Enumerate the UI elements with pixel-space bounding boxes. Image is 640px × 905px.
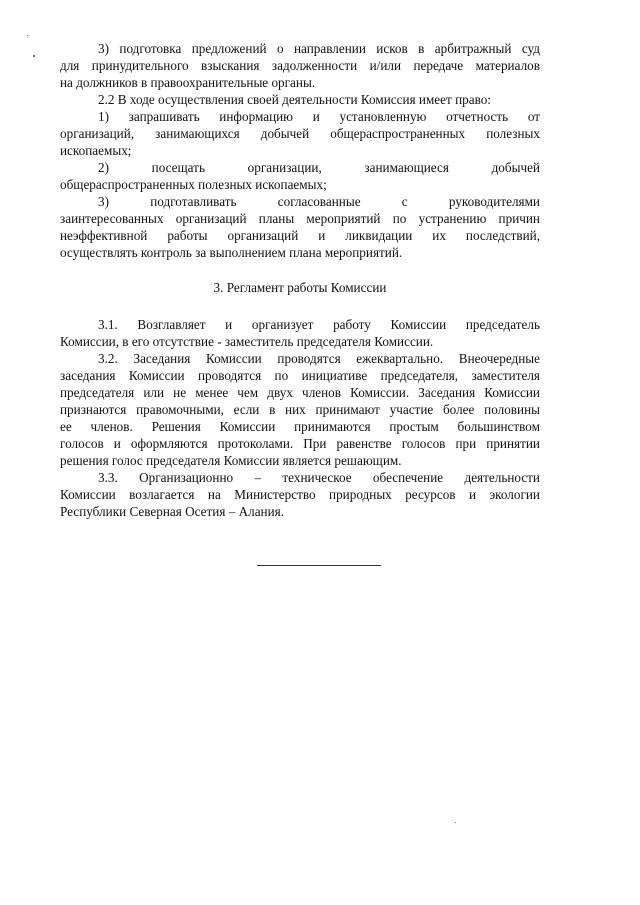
paragraph-3-2 — [60, 350, 540, 469]
text-line: 2) посещать организации, занимающиеся добычей — [98, 160, 540, 175]
text-line: заседания Комиссии проводятся по инициативе председателя, заместителя — [60, 368, 540, 383]
text-line: председателя или не менее чем двух членов Комиссии. Заседания Комиссии — [60, 385, 540, 400]
scan-speck — [455, 822, 456, 823]
text-line: 3.3. Организационно – техническое обеспечение деятельности — [98, 470, 540, 485]
text-line: ископаемых; — [60, 143, 132, 158]
text-line: для принудительного взыскания задолженности и/или передаче материалов — [60, 58, 540, 73]
document-body — [60, 40, 540, 520]
scan-speck — [27, 35, 28, 36]
text-line: неэффективной работы организаций и ликвидации их последствий, — [60, 228, 540, 243]
text-line: Комиссии возлагается на Министерство природных ресурсов и экологии — [60, 487, 540, 502]
paragraph-3-3 — [60, 469, 540, 520]
text-line: заинтересованных организаций планы мероприятий по устранению причин — [60, 211, 540, 226]
scan-speck — [33, 55, 35, 57]
paragraph-3-1 — [60, 316, 540, 350]
end-of-document-rule — [257, 565, 381, 566]
paragraph-item-2-visit — [60, 159, 540, 193]
text-line: 3.2. Заседания Комиссии проводятся ежеквартально. Внеочередные — [98, 351, 540, 366]
text-line: общераспространенных полезных ископаемых; — [60, 177, 327, 192]
paragraph-2-2 — [60, 91, 540, 108]
text-line: решения голос председателя Комиссии является решающим. — [60, 453, 402, 468]
text-line: голосов и оформляются протоколами. При равенстве голосов при принятии — [60, 436, 540, 451]
text-line: признаются правомочными, если в них принимают участие более половины — [60, 402, 540, 417]
text-line: 3.1. Возглавляет и организует работу Комиссии председатель — [98, 317, 540, 332]
section-title: 3. Регламент работы Комиссии — [213, 280, 387, 295]
text-line: Комиссии, в его отсутствие - заместитель председателя Комиссии. — [60, 334, 434, 349]
text-line: 1) запрашивать информацию и установленную отчетность от — [98, 109, 540, 124]
text-line: ее членов. Решения Комиссии принимаются простым большинством — [60, 419, 540, 434]
text-line: осуществлять контроль за выполнением плана мероприятий. — [60, 245, 403, 260]
text-line: на должников в правоохранительные органы. — [60, 75, 316, 90]
paragraph-item-1-request — [60, 108, 540, 159]
text-line: 3) подготавливать согласованные с руководителями — [98, 194, 540, 209]
paragraph-item-3-prepare — [60, 193, 540, 261]
text-line: организаций, занимающихся добычей общераспространенных полезных — [60, 126, 540, 141]
text-line: Республики Северная Осетия – Алания. — [60, 504, 285, 519]
text-line: 2.2 В ходе осуществления своей деятельности Комиссия имеет право: — [98, 92, 491, 107]
text-line: 3) подготовка предложений о направлении исков в арбитражный суд — [98, 41, 540, 56]
paragraph-item-3-claims — [60, 40, 540, 91]
